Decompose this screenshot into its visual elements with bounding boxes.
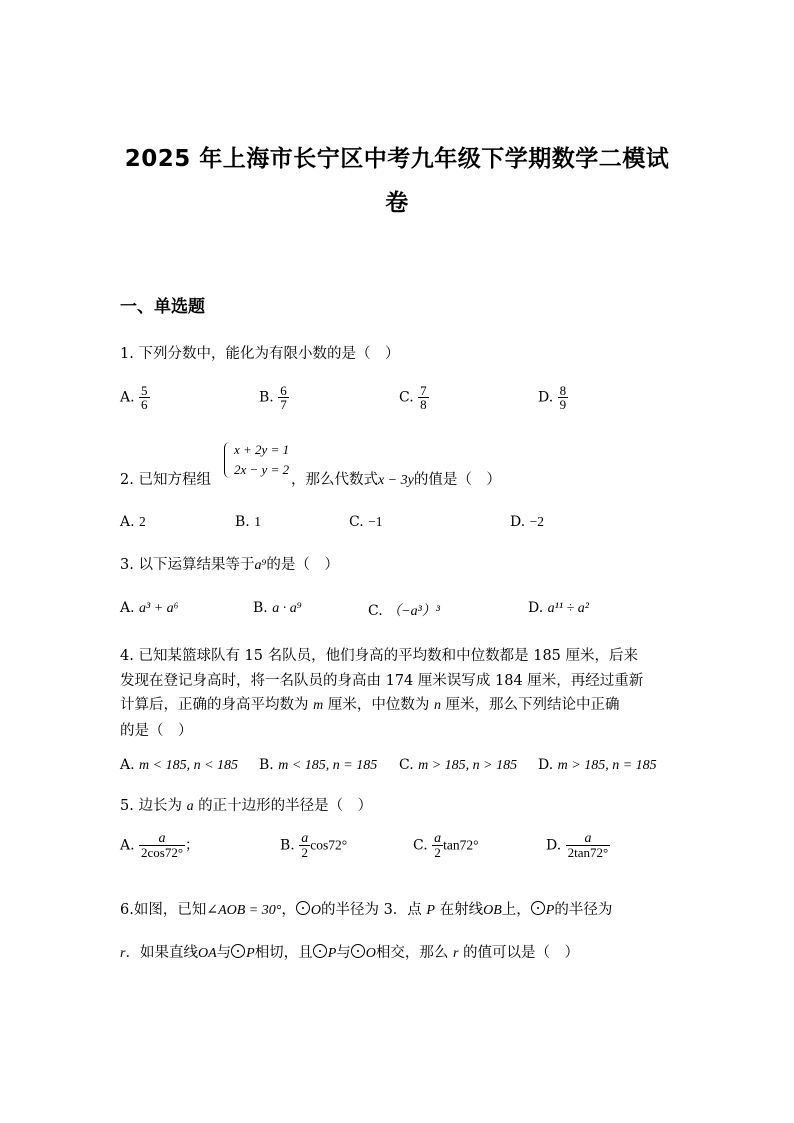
question-6-line-1: 6.如图，已知∠AOB = 30°， O的半径为 3．点 P 在射线OB上， P的半径为: [120, 902, 613, 918]
circle-dot-icon: [531, 901, 545, 915]
q5-option-d: D. $\frac{a}{2\tan 72^\circ}$: [546, 831, 609, 860]
q1-option-a: A. $\frac{5}{6}$: [120, 383, 148, 412]
document-title: [100, 137, 694, 225]
circle-dot-icon: [296, 901, 310, 915]
q1-option-d: D. $\frac{8}{9}$: [538, 383, 567, 412]
q5-option-c: C. $\frac{a}{2}$ tan72°: [413, 831, 479, 860]
title-line-2: 卷: [385, 190, 409, 216]
question-6-line-2: r．如果直线OA与 P相切，且 P与 O相交，那么 r 的值可以是（ ）: [120, 945, 580, 961]
q1-option-b: B. $\frac{6}{7}$: [259, 383, 287, 412]
circle-dot-icon: [231, 944, 245, 958]
q5-option-b: B. $\frac{a}{2}$ cos72°: [280, 831, 348, 860]
question-2-stem: 2. 已知方程组 ，那么代数式x − 3y的值是（ ）: [120, 472, 501, 488]
circle-dot-icon: [313, 944, 327, 958]
q4-option-b: B. m < 185, n = 185: [259, 757, 378, 773]
q5-option-a: A. $\frac{a}{2\cos 72^\circ}$ ；: [120, 831, 200, 860]
section-heading: 一、单选题: [120, 297, 205, 317]
q2-option-a: A. 2: [120, 514, 146, 530]
q3-option-d: D. a¹¹ ÷ a²: [528, 600, 589, 616]
q3-option-c: C. （−a³）³: [368, 603, 440, 619]
q3-option-b: B. a · a⁹: [253, 600, 302, 616]
q3-option-a: A. a³ + a⁶: [120, 600, 179, 616]
q2-option-b: B. 1: [235, 514, 261, 530]
question-3-stem: 3. 以下运算结果等于a⁹的是（ ）: [120, 557, 339, 573]
equation-2: 2x − y = 2: [234, 462, 290, 477]
q4-option-d: D. m > 185, n = 185: [538, 757, 657, 773]
equation-1: x + 2y = 1: [234, 442, 290, 457]
q1-option-c: C. $\frac{7}{8}$: [399, 383, 427, 412]
q2-option-c: C. −1: [349, 514, 383, 530]
circle-dot-icon: [351, 944, 365, 958]
question-4-stem: 4. 已知某篮球队有 15 名队员，他们身高的平均数和中位数都是 185 厘米，后来 发现在登记身高时，将一名队员的身高由 174 厘米误写成 184 厘米，再经过重新 计算后，正确的身高平均数为 m 厘米，中位数为 n 厘米，那么下列结论中正确 的是（ ）: [120, 648, 644, 739]
q2-option-d: D. −2: [510, 514, 545, 530]
title-line-1: 2025 年上海市长宁区中考九年级下学期数学二模试: [124, 146, 670, 172]
question-1-stem: 1. 下列分数中，能化为有限小数的是（ ）: [120, 346, 400, 362]
q4-option-c: C. m > 185, n > 185: [399, 757, 518, 773]
q4-option-a: A. m < 185, n < 185: [120, 757, 239, 773]
question-5-stem: 5. 边长为 a 的正十边形的半径是（ ）: [120, 798, 373, 814]
